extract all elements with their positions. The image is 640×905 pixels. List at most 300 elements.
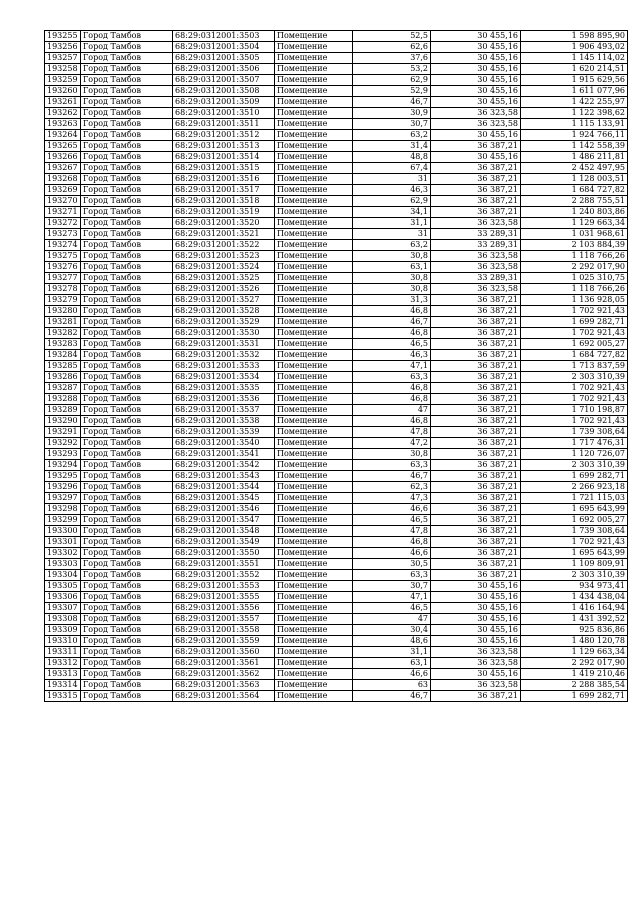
cadastral-number-cell: 68:29:0312001:3505 (173, 53, 275, 64)
row-id-cell: 193296 (45, 482, 81, 493)
table-row (45, 559, 628, 570)
object-type-cell: Помещение (275, 75, 353, 86)
object-type-cell: Помещение (275, 218, 353, 229)
table-row (45, 350, 628, 361)
cadastral-value-cell: 2 303 310,39 (521, 372, 628, 383)
cadastral-number-cell: 68:29:0312001:3556 (173, 603, 275, 614)
cadastral-number-cell: 68:29:0312001:3509 (173, 97, 275, 108)
cadastral-value-cell: 1 128 003,51 (521, 174, 628, 185)
area-cell: 63,3 (353, 570, 431, 581)
city-cell: Город Тамбов (81, 394, 173, 405)
cadastral-value-cell: 1 129 663,34 (521, 218, 628, 229)
city-cell: Город Тамбов (81, 471, 173, 482)
cadastral-number-cell: 68:29:0312001:3563 (173, 680, 275, 691)
cadastral-number-cell: 68:29:0312001:3504 (173, 42, 275, 53)
unit-price-cell: 36 387,21 (431, 493, 521, 504)
unit-price-cell: 36 323,58 (431, 284, 521, 295)
object-type-cell: Помещение (275, 614, 353, 625)
table-row (45, 240, 628, 251)
cadastral-value-cell: 1 739 308,64 (521, 427, 628, 438)
cadastral-value-table (44, 30, 628, 702)
cadastral-value-cell: 1 486 211,81 (521, 152, 628, 163)
cadastral-value-cell: 2 303 310,39 (521, 570, 628, 581)
city-cell: Город Тамбов (81, 438, 173, 449)
cadastral-number-cell: 68:29:0312001:3518 (173, 196, 275, 207)
cadastral-number-cell: 68:29:0312001:3537 (173, 405, 275, 416)
cadastral-value-cell: 2 288 755,51 (521, 196, 628, 207)
area-cell: 62,6 (353, 42, 431, 53)
unit-price-cell: 36 387,21 (431, 548, 521, 559)
object-type-cell: Помещение (275, 526, 353, 537)
row-id-cell: 193276 (45, 262, 81, 273)
cadastral-value-cell: 1 115 133,91 (521, 119, 628, 130)
cadastral-value-cell: 1 692 005,27 (521, 515, 628, 526)
table-row (45, 438, 628, 449)
city-cell: Город Тамбов (81, 691, 173, 702)
cadastral-number-cell: 68:29:0312001:3552 (173, 570, 275, 581)
table-row (45, 328, 628, 339)
table-row (45, 680, 628, 691)
unit-price-cell: 36 387,21 (431, 306, 521, 317)
city-cell: Город Тамбов (81, 636, 173, 647)
area-cell: 30,7 (353, 119, 431, 130)
cadastral-number-cell: 68:29:0312001:3520 (173, 218, 275, 229)
object-type-cell: Помещение (275, 504, 353, 515)
city-cell: Город Тамбов (81, 504, 173, 515)
object-type-cell: Помещение (275, 669, 353, 680)
table-row (45, 658, 628, 669)
unit-price-cell: 30 455,16 (431, 97, 521, 108)
unit-price-cell: 30 455,16 (431, 603, 521, 614)
row-id-cell: 193294 (45, 460, 81, 471)
table-row (45, 163, 628, 174)
table-row (45, 383, 628, 394)
cadastral-value-cell: 1 422 255,97 (521, 97, 628, 108)
cadastral-value-cell: 1 416 164,94 (521, 603, 628, 614)
unit-price-cell: 36 387,21 (431, 427, 521, 438)
table-row (45, 493, 628, 504)
area-cell: 46,8 (353, 328, 431, 339)
city-cell: Город Тамбов (81, 108, 173, 119)
row-id-cell: 193273 (45, 229, 81, 240)
area-cell: 46,3 (353, 185, 431, 196)
cadastral-number-cell: 68:29:0312001:3526 (173, 284, 275, 295)
row-id-cell: 193279 (45, 295, 81, 306)
cadastral-number-cell: 68:29:0312001:3512 (173, 130, 275, 141)
table-row (45, 284, 628, 295)
cadastral-number-cell: 68:29:0312001:3523 (173, 251, 275, 262)
table-row (45, 515, 628, 526)
city-cell: Город Тамбов (81, 570, 173, 581)
unit-price-cell: 36 387,21 (431, 372, 521, 383)
unit-price-cell: 36 387,21 (431, 328, 521, 339)
table-row (45, 691, 628, 702)
table-row (45, 372, 628, 383)
object-type-cell: Помещение (275, 141, 353, 152)
cadastral-value-cell: 1 695 643,99 (521, 548, 628, 559)
table-row (45, 471, 628, 482)
table-row (45, 625, 628, 636)
object-type-cell: Помещение (275, 680, 353, 691)
table-row (45, 97, 628, 108)
area-cell: 63,2 (353, 240, 431, 251)
table-row (45, 141, 628, 152)
row-id-cell: 193256 (45, 42, 81, 53)
unit-price-cell: 30 455,16 (431, 130, 521, 141)
city-cell: Город Тамбов (81, 229, 173, 240)
city-cell: Город Тамбов (81, 251, 173, 262)
cadastral-number-cell: 68:29:0312001:3513 (173, 141, 275, 152)
object-type-cell: Помещение (275, 328, 353, 339)
table-row (45, 31, 628, 42)
unit-price-cell: 36 387,21 (431, 394, 521, 405)
cadastral-number-cell: 68:29:0312001:3551 (173, 559, 275, 570)
unit-price-cell: 36 323,58 (431, 680, 521, 691)
city-cell: Город Тамбов (81, 306, 173, 317)
cadastral-number-cell: 68:29:0312001:3547 (173, 515, 275, 526)
row-id-cell: 193308 (45, 614, 81, 625)
unit-price-cell: 36 387,21 (431, 438, 521, 449)
unit-price-cell: 30 455,16 (431, 75, 521, 86)
cadastral-number-cell: 68:29:0312001:3524 (173, 262, 275, 273)
cadastral-value-cell: 1 480 120,78 (521, 636, 628, 647)
cadastral-number-cell: 68:29:0312001:3530 (173, 328, 275, 339)
table-row (45, 262, 628, 273)
city-cell: Город Тамбов (81, 680, 173, 691)
area-cell: 62,9 (353, 75, 431, 86)
area-cell: 47,2 (353, 438, 431, 449)
city-cell: Город Тамбов (81, 548, 173, 559)
unit-price-cell: 36 387,21 (431, 482, 521, 493)
row-id-cell: 193281 (45, 317, 81, 328)
cadastral-value-cell: 1 702 921,43 (521, 328, 628, 339)
object-type-cell: Помещение (275, 625, 353, 636)
city-cell: Город Тамбов (81, 581, 173, 592)
area-cell: 30,4 (353, 625, 431, 636)
row-id-cell: 193314 (45, 680, 81, 691)
city-cell: Город Тамбов (81, 240, 173, 251)
city-cell: Город Тамбов (81, 218, 173, 229)
object-type-cell: Помещение (275, 372, 353, 383)
city-cell: Город Тамбов (81, 174, 173, 185)
object-type-cell: Помещение (275, 130, 353, 141)
cadastral-value-cell: 925 836,86 (521, 625, 628, 636)
object-type-cell: Помещение (275, 53, 353, 64)
area-cell: 63,1 (353, 262, 431, 273)
area-cell: 31,1 (353, 218, 431, 229)
table-row (45, 207, 628, 218)
area-cell: 46,8 (353, 383, 431, 394)
row-id-cell: 193264 (45, 130, 81, 141)
cadastral-value-cell: 1 684 727,82 (521, 350, 628, 361)
table-row (45, 482, 628, 493)
unit-price-cell: 36 387,21 (431, 537, 521, 548)
area-cell: 30,9 (353, 108, 431, 119)
city-cell: Город Тамбов (81, 658, 173, 669)
cadastral-number-cell: 68:29:0312001:3516 (173, 174, 275, 185)
city-cell: Город Тамбов (81, 31, 173, 42)
row-id-cell: 193287 (45, 383, 81, 394)
unit-price-cell: 36 323,58 (431, 218, 521, 229)
cadastral-number-cell: 68:29:0312001:3517 (173, 185, 275, 196)
area-cell: 30,5 (353, 559, 431, 570)
area-cell: 52,9 (353, 86, 431, 97)
area-cell: 67,4 (353, 163, 431, 174)
row-id-cell: 193306 (45, 592, 81, 603)
table-row (45, 108, 628, 119)
unit-price-cell: 36 387,21 (431, 174, 521, 185)
cadastral-value-cell: 1 031 968,61 (521, 229, 628, 240)
object-type-cell: Помещение (275, 570, 353, 581)
table-row (45, 251, 628, 262)
cadastral-number-cell: 68:29:0312001:3533 (173, 361, 275, 372)
cadastral-number-cell: 68:29:0312001:3535 (173, 383, 275, 394)
cadastral-value-cell: 1 129 663,34 (521, 647, 628, 658)
unit-price-cell: 30 455,16 (431, 86, 521, 97)
cadastral-number-cell: 68:29:0312001:3543 (173, 471, 275, 482)
unit-price-cell: 30 455,16 (431, 625, 521, 636)
unit-price-cell: 36 387,21 (431, 295, 521, 306)
cadastral-value-cell: 1 118 766,26 (521, 251, 628, 262)
cadastral-number-cell: 68:29:0312001:3559 (173, 636, 275, 647)
object-type-cell: Помещение (275, 207, 353, 218)
cadastral-value-cell: 1 434 438,04 (521, 592, 628, 603)
cadastral-number-cell: 68:29:0312001:3506 (173, 64, 275, 75)
unit-price-cell: 36 387,21 (431, 141, 521, 152)
unit-price-cell: 36 323,58 (431, 658, 521, 669)
cadastral-value-cell: 1 419 210,46 (521, 669, 628, 680)
city-cell: Город Тамбов (81, 317, 173, 328)
cadastral-value-cell: 1 702 921,43 (521, 306, 628, 317)
unit-price-cell: 36 387,21 (431, 405, 521, 416)
object-type-cell: Помещение (275, 658, 353, 669)
cadastral-number-cell: 68:29:0312001:3507 (173, 75, 275, 86)
city-cell: Город Тамбов (81, 592, 173, 603)
object-type-cell: Помещение (275, 647, 353, 658)
city-cell: Город Тамбов (81, 350, 173, 361)
city-cell: Город Тамбов (81, 86, 173, 97)
city-cell: Город Тамбов (81, 625, 173, 636)
area-cell: 30,8 (353, 273, 431, 284)
row-id-cell: 193280 (45, 306, 81, 317)
cadastral-value-cell: 1 598 895,90 (521, 31, 628, 42)
unit-price-cell: 30 455,16 (431, 152, 521, 163)
table-row (45, 152, 628, 163)
row-id-cell: 193272 (45, 218, 81, 229)
cadastral-number-cell: 68:29:0312001:3539 (173, 427, 275, 438)
table-row (45, 295, 628, 306)
area-cell: 46,8 (353, 537, 431, 548)
cadastral-value-cell: 1 122 398,62 (521, 108, 628, 119)
area-cell: 46,5 (353, 339, 431, 350)
cadastral-value-cell: 2 103 884,39 (521, 240, 628, 251)
cadastral-value-cell: 1 695 643,99 (521, 504, 628, 515)
area-cell: 34,1 (353, 207, 431, 218)
cadastral-number-cell: 68:29:0312001:3540 (173, 438, 275, 449)
area-cell: 31,4 (353, 141, 431, 152)
city-cell: Город Тамбов (81, 669, 173, 680)
cadastral-value-cell: 1 739 308,64 (521, 526, 628, 537)
row-id-cell: 193300 (45, 526, 81, 537)
area-cell: 46,7 (353, 317, 431, 328)
unit-price-cell: 33 289,31 (431, 240, 521, 251)
row-id-cell: 193269 (45, 185, 81, 196)
cadastral-value-cell: 934 973,41 (521, 581, 628, 592)
cadastral-number-cell: 68:29:0312001:3561 (173, 658, 275, 669)
cadastral-number-cell: 68:29:0312001:3546 (173, 504, 275, 515)
row-id-cell: 193258 (45, 64, 81, 75)
city-cell: Город Тамбов (81, 372, 173, 383)
table-row (45, 570, 628, 581)
table-row (45, 42, 628, 53)
table-row (45, 273, 628, 284)
city-cell: Город Тамбов (81, 526, 173, 537)
object-type-cell: Помещение (275, 350, 353, 361)
cadastral-number-cell: 68:29:0312001:3525 (173, 273, 275, 284)
city-cell: Город Тамбов (81, 284, 173, 295)
city-cell: Город Тамбов (81, 53, 173, 64)
row-id-cell: 193259 (45, 75, 81, 86)
row-id-cell: 193265 (45, 141, 81, 152)
object-type-cell: Помещение (275, 284, 353, 295)
unit-price-cell: 36 387,21 (431, 196, 521, 207)
cadastral-number-cell: 68:29:0312001:3532 (173, 350, 275, 361)
city-cell: Город Тамбов (81, 383, 173, 394)
city-cell: Город Тамбов (81, 295, 173, 306)
table-row (45, 603, 628, 614)
row-id-cell: 193270 (45, 196, 81, 207)
object-type-cell: Помещение (275, 405, 353, 416)
object-type-cell: Помещение (275, 603, 353, 614)
row-id-cell: 193283 (45, 339, 81, 350)
city-cell: Город Тамбов (81, 416, 173, 427)
object-type-cell: Помещение (275, 548, 353, 559)
table-row (45, 460, 628, 471)
object-type-cell: Помещение (275, 317, 353, 328)
cadastral-value-cell: 1 145 114,02 (521, 53, 628, 64)
cadastral-number-cell: 68:29:0312001:3557 (173, 614, 275, 625)
object-type-cell: Помещение (275, 163, 353, 174)
cadastral-number-cell: 68:29:0312001:3555 (173, 592, 275, 603)
city-cell: Город Тамбов (81, 64, 173, 75)
cadastral-number-cell: 68:29:0312001:3529 (173, 317, 275, 328)
table-row (45, 537, 628, 548)
area-cell: 52,5 (353, 31, 431, 42)
row-id-cell: 193274 (45, 240, 81, 251)
unit-price-cell: 36 387,21 (431, 339, 521, 350)
cadastral-number-cell: 68:29:0312001:3542 (173, 460, 275, 471)
area-cell: 63,3 (353, 460, 431, 471)
city-cell: Город Тамбов (81, 185, 173, 196)
cadastral-value-cell: 1 702 921,43 (521, 416, 628, 427)
row-id-cell: 193299 (45, 515, 81, 526)
row-id-cell: 193285 (45, 361, 81, 372)
cadastral-value-cell: 1 915 629,56 (521, 75, 628, 86)
cadastral-number-cell: 68:29:0312001:3528 (173, 306, 275, 317)
unit-price-cell: 36 387,21 (431, 350, 521, 361)
row-id-cell: 193293 (45, 449, 81, 460)
table-row (45, 614, 628, 625)
cadastral-value-cell: 1 699 282,71 (521, 691, 628, 702)
unit-price-cell: 30 455,16 (431, 42, 521, 53)
table-row (45, 636, 628, 647)
cadastral-number-cell: 68:29:0312001:3503 (173, 31, 275, 42)
cadastral-value-cell: 2 452 497,95 (521, 163, 628, 174)
city-cell: Город Тамбов (81, 405, 173, 416)
cadastral-value-cell: 1 924 766,11 (521, 130, 628, 141)
cadastral-value-cell: 1 699 282,71 (521, 317, 628, 328)
object-type-cell: Помещение (275, 559, 353, 570)
object-type-cell: Помещение (275, 537, 353, 548)
cadastral-value-cell: 2 292 017,90 (521, 262, 628, 273)
area-cell: 46,3 (353, 350, 431, 361)
row-id-cell: 193298 (45, 504, 81, 515)
row-id-cell: 193288 (45, 394, 81, 405)
object-type-cell: Помещение (275, 383, 353, 394)
table-row (45, 218, 628, 229)
city-cell: Город Тамбов (81, 493, 173, 504)
cadastral-number-cell: 68:29:0312001:3519 (173, 207, 275, 218)
city-cell: Город Тамбов (81, 614, 173, 625)
row-id-cell: 193257 (45, 53, 81, 64)
cadastral-value-cell: 1 702 921,43 (521, 394, 628, 405)
city-cell: Город Тамбов (81, 515, 173, 526)
row-id-cell: 193286 (45, 372, 81, 383)
unit-price-cell: 36 387,21 (431, 515, 521, 526)
area-cell: 48,8 (353, 152, 431, 163)
object-type-cell: Помещение (275, 394, 353, 405)
cadastral-value-cell: 1 710 198,87 (521, 405, 628, 416)
unit-price-cell: 36 387,21 (431, 526, 521, 537)
area-cell: 47,8 (353, 427, 431, 438)
area-cell: 30,8 (353, 284, 431, 295)
area-cell: 62,9 (353, 196, 431, 207)
cadastral-number-cell: 68:29:0312001:3558 (173, 625, 275, 636)
unit-price-cell: 36 387,21 (431, 570, 521, 581)
unit-price-cell: 36 323,58 (431, 119, 521, 130)
cadastral-value-cell: 1 109 809,91 (521, 559, 628, 570)
table-row (45, 317, 628, 328)
object-type-cell: Помещение (275, 482, 353, 493)
unit-price-cell: 36 387,21 (431, 471, 521, 482)
city-cell: Город Тамбов (81, 361, 173, 372)
unit-price-cell: 36 387,21 (431, 504, 521, 515)
cadastral-number-cell: 68:29:0312001:3521 (173, 229, 275, 240)
object-type-cell: Помещение (275, 185, 353, 196)
cadastral-number-cell: 68:29:0312001:3544 (173, 482, 275, 493)
table-row (45, 427, 628, 438)
area-cell: 47,1 (353, 592, 431, 603)
cadastral-number-cell: 68:29:0312001:3549 (173, 537, 275, 548)
object-type-cell: Помещение (275, 64, 353, 75)
row-id-cell: 193313 (45, 669, 81, 680)
area-cell: 30,8 (353, 449, 431, 460)
row-id-cell: 193301 (45, 537, 81, 548)
unit-price-cell: 36 387,21 (431, 317, 521, 328)
object-type-cell: Помещение (275, 251, 353, 262)
area-cell: 46,6 (353, 548, 431, 559)
city-cell: Город Тамбов (81, 207, 173, 218)
table-row (45, 185, 628, 196)
area-cell: 63,1 (353, 658, 431, 669)
cadastral-number-cell: 68:29:0312001:3541 (173, 449, 275, 460)
city-cell: Город Тамбов (81, 42, 173, 53)
object-type-cell: Помещение (275, 306, 353, 317)
unit-price-cell: 36 387,21 (431, 460, 521, 471)
unit-price-cell: 36 387,21 (431, 559, 521, 570)
area-cell: 47,3 (353, 493, 431, 504)
city-cell: Город Тамбов (81, 460, 173, 471)
